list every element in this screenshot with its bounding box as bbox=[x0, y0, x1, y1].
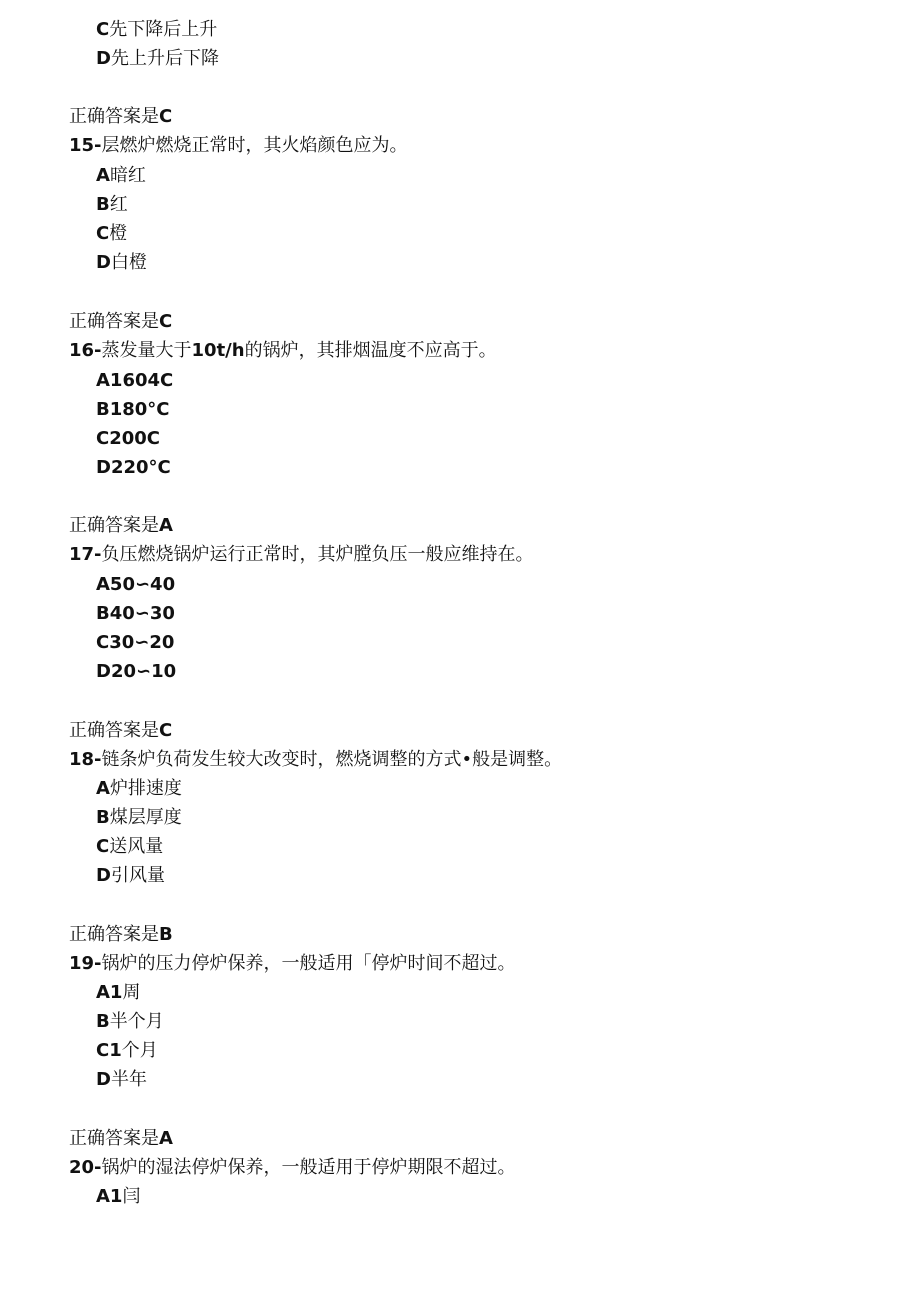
answer-line bbox=[69, 310, 172, 334]
answer-line bbox=[69, 1127, 173, 1151]
option-line bbox=[96, 398, 170, 422]
option-label: A bbox=[96, 165, 110, 186]
question-number: 17- bbox=[69, 544, 102, 565]
question-text: 锅炉的湿法停炉保养，一般适用于停炉期限不超过。 bbox=[101, 1157, 516, 1178]
option-label: C bbox=[96, 836, 110, 857]
option-line bbox=[96, 602, 175, 626]
question-stem bbox=[69, 543, 534, 567]
option-line bbox=[96, 193, 128, 217]
option-line bbox=[96, 660, 176, 684]
option-label: D220°C bbox=[96, 457, 171, 478]
option-label: C30∽20 bbox=[96, 632, 175, 653]
option-label: B bbox=[96, 807, 110, 828]
option-label: A1604C bbox=[96, 370, 174, 391]
option-line bbox=[96, 1039, 158, 1063]
option-text: 白橙 bbox=[110, 252, 147, 273]
option-line bbox=[96, 427, 160, 451]
answer-value: B bbox=[159, 924, 173, 945]
question-number: 20- bbox=[69, 1157, 102, 1178]
option-label: D bbox=[96, 48, 111, 69]
answer-prefix: 正确答案是 bbox=[69, 1128, 159, 1149]
answer-value: A bbox=[159, 515, 173, 536]
option-line bbox=[96, 864, 165, 888]
question-text: 层燃炉燃烧正常时，其火焰颜色应为。 bbox=[101, 135, 408, 156]
option-label: D bbox=[96, 865, 111, 886]
question-number: 16- bbox=[69, 340, 102, 361]
option-line bbox=[96, 1010, 164, 1034]
option-line bbox=[96, 1185, 140, 1209]
question-stem bbox=[69, 134, 408, 158]
option-text: 先下降后上升 bbox=[109, 19, 218, 40]
answer-line bbox=[69, 514, 173, 538]
option-label: C bbox=[96, 19, 110, 40]
option-line bbox=[96, 573, 175, 597]
option-text: 引风量 bbox=[110, 865, 165, 886]
option-line bbox=[96, 251, 147, 275]
option-line bbox=[96, 47, 219, 71]
option-label: D bbox=[96, 252, 111, 273]
option-text: 闫 bbox=[122, 1186, 141, 1207]
option-label: B40∽30 bbox=[96, 603, 175, 624]
option-line bbox=[96, 1068, 147, 1092]
option-text: 红 bbox=[109, 194, 128, 215]
answer-prefix: 正确答案是 bbox=[69, 311, 159, 332]
option-text: 个月 bbox=[121, 1040, 158, 1061]
answer-value: C bbox=[159, 720, 173, 741]
option-text: 橙 bbox=[109, 223, 128, 244]
answer-line bbox=[69, 719, 172, 743]
option-text: 半年 bbox=[110, 1069, 147, 1090]
option-label: A1 bbox=[96, 982, 123, 1003]
option-line bbox=[96, 806, 182, 830]
option-text: 炉排速度 bbox=[109, 778, 182, 799]
option-text: 送风量 bbox=[109, 836, 164, 857]
question-stem bbox=[69, 748, 562, 772]
answer-value: C bbox=[159, 311, 173, 332]
question-stem bbox=[69, 1156, 516, 1180]
option-line bbox=[96, 631, 174, 655]
option-text: 半个月 bbox=[109, 1011, 164, 1032]
question-text: 的锅炉，其排烟温度不应高于。 bbox=[244, 340, 497, 361]
answer-prefix: 正确答案是 bbox=[69, 515, 159, 536]
option-label: A bbox=[96, 778, 110, 799]
option-text: 煤层厚度 bbox=[109, 807, 182, 828]
option-label: C1 bbox=[96, 1040, 122, 1061]
option-label: B bbox=[96, 1011, 110, 1032]
question-number: 15- bbox=[69, 135, 102, 156]
option-line bbox=[96, 164, 146, 188]
option-line bbox=[96, 18, 217, 42]
answer-value: C bbox=[159, 106, 173, 127]
question-text: 锅炉的压力停炉保养，一般适用「停炉时间不超过。 bbox=[101, 953, 516, 974]
option-label: C bbox=[96, 223, 110, 244]
option-text: 暗红 bbox=[109, 165, 146, 186]
question-text: 负压燃烧锅炉运行正常时，其炉膛负压一般应维持在。 bbox=[101, 544, 534, 565]
answer-prefix: 正确答案是 bbox=[69, 106, 159, 127]
option-label: C200C bbox=[96, 428, 160, 449]
option-line bbox=[96, 369, 173, 393]
option-label: A1 bbox=[96, 1186, 123, 1207]
question-text: 链条炉负荷发生较大改变时，燃烧调整的方式•般是调整。 bbox=[101, 749, 563, 770]
answer-line bbox=[69, 105, 172, 129]
option-line bbox=[96, 222, 127, 246]
option-text: 周 bbox=[122, 982, 141, 1003]
question-text: 蒸发量大于 bbox=[101, 340, 192, 361]
question-text-bold: 10t/h bbox=[191, 340, 245, 361]
question-stem bbox=[69, 952, 516, 976]
answer-prefix: 正确答案是 bbox=[69, 924, 159, 945]
option-line bbox=[96, 456, 171, 480]
answer-line bbox=[69, 923, 173, 947]
option-line bbox=[96, 835, 163, 859]
answer-prefix: 正确答案是 bbox=[69, 720, 159, 741]
answer-value: A bbox=[159, 1128, 173, 1149]
option-label: A50∽40 bbox=[96, 574, 176, 595]
option-label: B180°C bbox=[96, 399, 170, 420]
question-stem bbox=[69, 339, 497, 363]
option-label: B bbox=[96, 194, 110, 215]
question-number: 18- bbox=[69, 749, 102, 770]
option-text: 先上升后下降 bbox=[110, 48, 219, 69]
option-label: D20∽10 bbox=[96, 661, 177, 682]
question-number: 19- bbox=[69, 953, 102, 974]
option-label: D bbox=[96, 1069, 111, 1090]
option-line bbox=[96, 777, 182, 801]
option-line bbox=[96, 981, 140, 1005]
